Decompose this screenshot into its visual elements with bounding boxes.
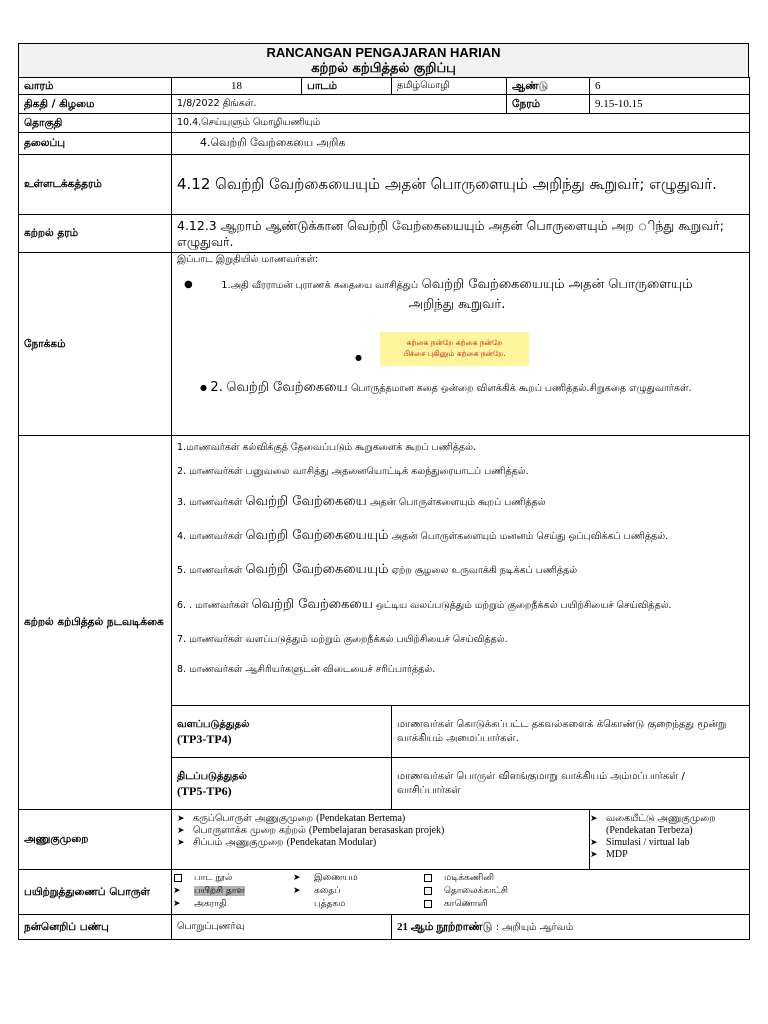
objective-item-1	[184, 275, 702, 314]
material-label: இணையம	[314, 873, 358, 883]
approach-left-cell	[172, 810, 590, 870]
row-date	[19, 95, 750, 114]
activity-text: 8. மாணவர்கள் ஆசிரியர்களுடன் விடையைச் சரிப்பார்த்தல்.	[177, 664, 436, 675]
material-item	[172, 898, 292, 911]
reinforcement-label-cell	[172, 758, 392, 810]
century-value: : அறியும் ஆர்வம்	[495, 921, 574, 933]
approach-ta: வகையீட்டு அணுகுமுறை	[606, 813, 716, 824]
row-materials	[19, 870, 750, 915]
activities-cell	[172, 436, 750, 706]
bullet-dot-empty: ●	[355, 353, 362, 362]
reinforcement-text: மாணவர்கள் பொருள் விளங்குமாறு வாக்கியம் அம்மப்பார்கள் /வாசிப்பார்கள்	[392, 758, 750, 810]
material-item	[422, 898, 562, 911]
reinforcement-label: திடப்படுத்துதல்	[177, 770, 247, 782]
row-learning-standard	[19, 215, 750, 253]
row-unit	[19, 114, 750, 133]
values-label: நன்னெறிப் பண்பு	[19, 915, 172, 940]
week-label: வாரம்	[19, 78, 172, 95]
approach-item	[177, 825, 584, 837]
activity-item	[177, 630, 508, 650]
objective-item-2-big: வெற்றி வேற்கையை	[226, 380, 348, 395]
objective-item-1-small: 1.அதி வீரராமன் புராணக் கதையை வாசித்துப்	[221, 280, 419, 291]
materials-col-2	[292, 872, 422, 911]
approach-ta: கருப்பொருள் அணுகுமுறை	[193, 813, 314, 824]
quote-box	[380, 332, 529, 366]
material-label: பாட நூல்	[194, 873, 233, 883]
activity-text-tail: ஒட்டிய வலப்படுத்தும் மற்றும் குறைநீக்கல் பயிற்சியைச் செய்வித்தல்.	[375, 600, 672, 611]
materials-label: பயிற்றுத்துணைப் பொருள்	[19, 870, 172, 915]
century-cell	[392, 915, 750, 940]
approach-ms: (Pembelajaran berasaskan projek)	[308, 825, 445, 836]
activity-text: 1.மாணவர்கள் கல்விக்குத் தேவைப்படும் கூறுகளைக் கூறப் பணித்தல்.	[177, 442, 476, 453]
activity-emphasis: வெற்றி வேற்கையையும்	[245, 528, 389, 543]
enrichment-text: மாணவர்கள் கொடுக்கப்பட்ட தகவல்களைக் க்கொண்டு குறைந்தது மூன்று வாக்கியம் அமைப்பார்கள்.	[392, 706, 750, 758]
checkbox-icon	[424, 900, 432, 908]
unit-label: தொகுதி	[19, 114, 172, 133]
approach-ta: பொருளாக்க முறை கற்றல்	[193, 825, 306, 836]
content-standard-value: 4.12 வெற்றி வேற்கையையும் அதன் பொருளையும் அறிந்து கூறுவர்; எழுதுவர்.	[172, 155, 750, 215]
activity-emphasis: வெற்றி வேற்கையை	[245, 494, 367, 509]
approach-item	[590, 837, 744, 849]
row-content-standard	[19, 155, 750, 215]
enrichment-tp: (TP3-TP4)	[177, 731, 232, 746]
time-value: 9.15-10.15	[590, 95, 750, 114]
approach-ms: (Pendekatan Terbeza)	[606, 825, 693, 836]
arrow-bullet-icon: ➤	[173, 886, 181, 896]
activity-emphasis: வெற்றி வேற்கையையும்	[245, 562, 389, 577]
lesson-plan-table	[18, 77, 750, 940]
activity-text-tail: அதன் பொருள்களையும் மனனம் செய்து ஒப்புவிக்கப் பணித்தல்.	[391, 531, 669, 542]
topic-value: 4.வெற்றி வேற்கையை அறிக	[172, 133, 750, 155]
approach-ms: Simulasi / virtual lab	[606, 837, 690, 848]
row-topic	[19, 133, 750, 155]
quote-line-2: பிச்சை புகினும் கற்கை நன்றே.	[403, 349, 506, 358]
activity-emphasis: வெற்றி வேற்கையை	[251, 597, 373, 612]
objective-item-2-small: பொருத்தமான கதை ஒன்றை விளக்கிக் கூறப் பணித்தல்.சிறுகதை எழுதுவார்கள்.	[351, 383, 692, 394]
activity-text-tail: ஏற்ற சூழலை உருவாக்கி நடிக்கப் பணித்தல்	[391, 565, 578, 576]
quote-line-1: கற்கை நன்றே கற்கை நன்றே	[406, 338, 503, 347]
material-item	[292, 872, 422, 885]
row-objective	[19, 253, 750, 436]
approach-label: அணுகுமுறை	[19, 810, 172, 870]
learning-standard-value: 4.12.3 ஆறாம் ஆண்டுக்கான வெற்றி வேற்கையையும் அதன் பொருளையும் அற ிந்து கூறுவர்; எழுதுவர்.	[172, 215, 750, 253]
material-label: காணொளி	[444, 899, 488, 909]
materials-cell	[172, 870, 750, 915]
material-item	[422, 885, 562, 898]
activity-item	[177, 595, 672, 616]
approach-right-list	[590, 813, 744, 861]
material-label: அகராதி	[194, 899, 227, 909]
checkbox-icon	[174, 874, 182, 882]
title-block	[18, 43, 749, 77]
bullet-dot: ●	[184, 279, 193, 290]
subject-value: தமிழ்மொழி	[392, 78, 507, 95]
arrow-bullet-icon: ➤	[293, 886, 301, 896]
objective-item-2	[200, 380, 696, 396]
values-value: பொறுப்புணர்வு	[172, 915, 392, 940]
material-item	[292, 898, 422, 911]
date-value: 1/8/2022 திங்கள்.	[172, 95, 507, 114]
lesson-plan	[18, 43, 749, 940]
material-label: பயிற்சி தாள	[194, 886, 245, 896]
objective-cell	[172, 253, 750, 436]
activity-text: 5. மாணவர்கள்	[177, 565, 243, 576]
page-title: RANCANGAN PENGAJARAN HARIAN	[266, 45, 501, 60]
materials-col-1	[172, 872, 292, 911]
approach-ta: சிப்பம் அணுகுமுறை	[193, 837, 284, 848]
approach-right-cell	[590, 810, 750, 870]
materials-col-3	[422, 872, 562, 911]
material-item	[292, 885, 422, 898]
material-label: புத்தகம	[314, 899, 346, 909]
approach-ms: (Pendekatan Modular)	[286, 837, 377, 848]
activity-item	[177, 526, 668, 547]
year-label: ஆண்டு	[507, 78, 590, 95]
material-item	[422, 872, 562, 885]
objective-intro: இப்பாட இறுதியில் மாணவர்கள்:	[177, 254, 319, 265]
century-label: 21 ஆம் நூற்றாண்டு	[397, 920, 493, 933]
material-item	[172, 885, 292, 898]
page-subtitle: கற்றல் கற்பித்தல் குறிப்பு	[311, 61, 456, 76]
activities-list	[177, 438, 744, 698]
objective-item-2-num: 2.	[210, 380, 223, 395]
checkbox-icon	[424, 887, 432, 895]
activity-text: 7. மாணவர்கள் வளப்படுத்தும் மற்றும் குறைநீக்கல் பயிற்சியைச் செய்வித்தல்.	[177, 634, 508, 645]
unit-value: 10.4.செய்யுளும் மொழியணியும்	[172, 114, 750, 133]
time-label: நேரம்	[507, 95, 590, 114]
approach-item	[177, 837, 584, 849]
activity-text: 6. . மாணவர்கள்	[177, 600, 249, 611]
topic-label: தலைப்பு	[19, 133, 172, 155]
enrichment-label-cell	[172, 706, 392, 758]
activity-item	[177, 438, 476, 458]
checkbox-icon	[424, 874, 432, 882]
approach-left-list	[177, 813, 584, 849]
row-activities	[19, 436, 750, 706]
activity-item	[177, 560, 577, 581]
material-label: மடிக்கணினி	[444, 873, 495, 883]
reinforcement-tp: (TP5-TP6)	[177, 783, 232, 798]
arrow-bullet-icon: ➤	[293, 873, 301, 883]
activity-text: 3. மாணவர்கள்	[177, 497, 243, 508]
objective-label: நோக்கம்	[19, 253, 172, 436]
approach-ms: (Pendekatan Bertema)	[316, 813, 406, 824]
week-value: 18	[172, 78, 302, 95]
material-label: கதைப்	[314, 886, 341, 896]
bullet-dot: ●	[200, 383, 207, 392]
materials-grid	[172, 872, 749, 912]
content-standard-label: உள்ளடக்கத்தரம்	[19, 155, 172, 215]
learning-standard-label: கற்றல் தரம்	[19, 215, 172, 253]
row-approach	[19, 810, 750, 870]
row-values	[19, 915, 750, 940]
objective-item-1-big: வெற்றி வேற்கையையும் அதன் பொருளையும் அறிந்து கூறுவர்.	[408, 277, 693, 312]
activities-label: கற்றல் கற்பித்தல் நடவடிக்கை	[19, 436, 172, 810]
activity-text: 4. மாணவர்கள்	[177, 531, 243, 542]
activity-item	[177, 492, 546, 513]
subject-label: பாடம்	[302, 78, 392, 95]
activity-text: 2. மாணவர்கள் பனுவலை வாசித்து அதனையொட்டிக் கலந்துரையாடப் பணித்தல்.	[177, 466, 529, 477]
approach-ms: MDP	[606, 849, 628, 860]
activity-text-tail: அதன் பொருள்களையும் கூறப் பணித்தல்	[369, 497, 546, 508]
approach-item	[590, 849, 744, 861]
enrichment-label: வளப்படுத்துதல்	[177, 718, 250, 730]
arrow-bullet-icon: ➤	[173, 899, 181, 909]
approach-item	[590, 813, 744, 837]
date-label: திகதி / கிழமை	[19, 95, 172, 114]
material-item	[172, 872, 292, 885]
approach-item	[177, 813, 584, 825]
year-value: 6	[590, 78, 750, 95]
activity-item	[177, 660, 435, 680]
activity-item	[177, 462, 529, 482]
row-week	[19, 78, 750, 95]
material-label: தொலைக்காட்சி	[444, 886, 508, 896]
